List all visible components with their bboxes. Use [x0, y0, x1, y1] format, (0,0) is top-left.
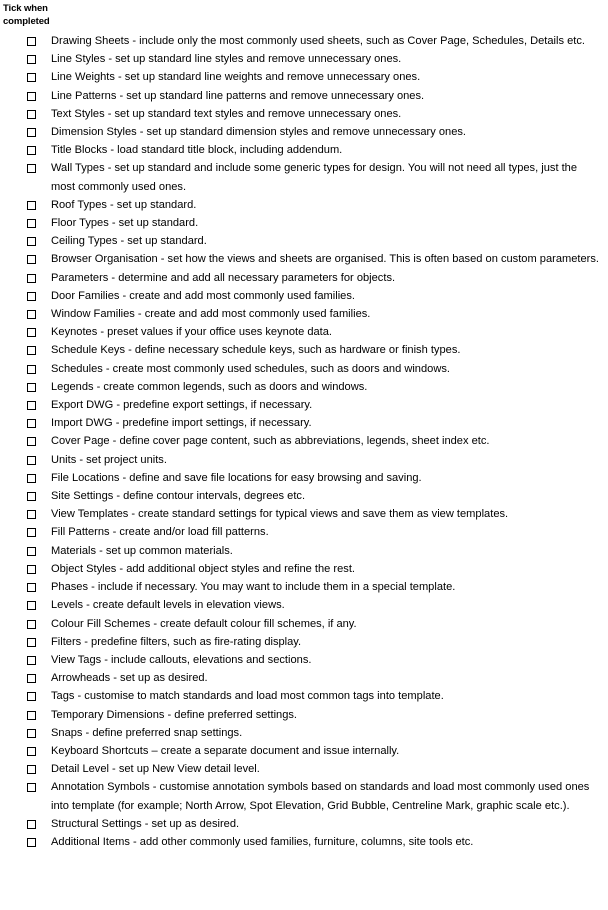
checklist-item	[0, 360, 608, 378]
checklist-item-text: Fill Patterns - create and/or load fill patterns.	[51, 526, 269, 539]
checklist-item	[0, 633, 608, 651]
checklist-item-text: Door Families - create and add most commonly used families.	[51, 289, 355, 302]
checkbox-icon[interactable]	[27, 783, 36, 792]
checklist-item-text: Object Styles - add additional object styles and refine the rest.	[51, 562, 356, 575]
checklist-item-text: Import DWG - predefine import settings, if necessary.	[51, 417, 312, 430]
checkbox-icon[interactable]	[27, 565, 36, 574]
checklist-item	[0, 141, 608, 159]
checklist-item-text: Floor Types - set up standard.	[51, 217, 199, 230]
checklist-item-text: Snaps - define preferred snap settings.	[51, 726, 243, 739]
checklist-item	[0, 760, 608, 778]
checkbox-icon[interactable]	[27, 692, 36, 701]
checklist-item-text: Line Patterns - set up standard line patterns and remove unnecessary ones.	[51, 89, 425, 102]
checklist-item-text: Cover Page - define cover page content, such as abbreviations, legends, sheet index etc.	[51, 435, 490, 448]
checkbox-icon[interactable]	[27, 310, 36, 319]
checklist-item-text: Units - set project units.	[51, 453, 167, 466]
checklist-item	[0, 32, 608, 50]
checklist-item	[0, 578, 608, 596]
checklist	[0, 32, 608, 851]
checklist-item-text: Schedules - create most commonly used schedules, such as doors and windows.	[51, 362, 450, 375]
checklist-item	[0, 341, 608, 359]
checklist-item	[0, 250, 608, 268]
checkbox-icon[interactable]	[27, 73, 36, 82]
checkbox-icon[interactable]	[27, 583, 36, 592]
checklist-item-text: Additional Items - add other commonly used families, furniture, columns, site tools etc.	[51, 835, 474, 848]
checkbox-icon[interactable]	[27, 164, 36, 173]
checkbox-icon[interactable]	[27, 510, 36, 519]
column-header	[3, 2, 50, 28]
checklist-item-text: Title Blocks - load standard title block, including addendum.	[51, 144, 343, 157]
checklist-item	[0, 305, 608, 323]
checkbox-icon[interactable]	[27, 456, 36, 465]
checklist-item	[0, 706, 608, 724]
checklist-item	[0, 778, 608, 814]
checklist-item-text: Detail Level - set up New View detail level.	[51, 763, 260, 776]
checklist-item	[0, 196, 608, 214]
checklist-item-text: Dimension Styles - set up standard dimension styles and remove unnecessary ones.	[51, 126, 466, 139]
checklist-item	[0, 487, 608, 505]
checkbox-icon[interactable]	[27, 328, 36, 337]
checkbox-icon[interactable]	[27, 292, 36, 301]
checklist-item-text: Colour Fill Schemes - create default colour fill schemes, if any.	[51, 617, 357, 630]
checklist-item	[0, 87, 608, 105]
checklist-item-text: View Templates - create standard settings for typical views and save them as view templates.	[51, 508, 509, 521]
checkbox-icon[interactable]	[27, 620, 36, 629]
checklist-item-text: Roof Types - set up standard.	[51, 198, 197, 211]
checklist-item-text: Phases - include if necessary. You may want to include them in a special template.	[51, 581, 456, 594]
checklist-item-text: Export DWG - predefine export settings, if necessary.	[51, 399, 313, 412]
checklist-item	[0, 323, 608, 341]
checkbox-icon[interactable]	[27, 729, 36, 738]
checkbox-icon[interactable]	[27, 274, 36, 283]
checklist-item	[0, 815, 608, 833]
checklist-item	[0, 523, 608, 541]
checklist-item-text: Schedule Keys - define necessary schedule keys, such as hardware or finish types.	[51, 344, 461, 357]
checklist-item	[0, 269, 608, 287]
checklist-item-text: Levels - create default levels in elevation views.	[51, 599, 285, 612]
checklist-item-text: Site Settings - define contour intervals, degrees etc.	[51, 490, 306, 503]
checklist-item-text: Arrowheads - set up as desired.	[51, 672, 208, 685]
checkbox-icon[interactable]	[27, 110, 36, 119]
checklist-item	[0, 378, 608, 396]
checklist-item	[0, 396, 608, 414]
checklist-item-text: Tags - customise to match standards and load most common tags into template.	[51, 690, 444, 703]
checklist-item-text: Wall Types - set up standard and include some generic types for design. You will not need all types, just the most commonly used ones.	[51, 162, 578, 193]
checklist-item	[0, 469, 608, 487]
checklist-item	[0, 615, 608, 633]
checkbox-icon[interactable]	[27, 37, 36, 46]
checkbox-icon[interactable]	[27, 146, 36, 155]
checklist-item	[0, 596, 608, 614]
checklist-item-text: Parameters - determine and add all necessary parameters for objects.	[51, 271, 396, 284]
header-line-1: Tick when	[3, 3, 48, 14]
checklist-item	[0, 432, 608, 450]
checkbox-icon[interactable]	[27, 401, 36, 410]
checkbox-icon[interactable]	[27, 346, 36, 355]
checkbox-icon[interactable]	[27, 838, 36, 847]
checkbox-icon[interactable]	[27, 237, 36, 246]
checklist-item-text: Ceiling Types - set up standard.	[51, 235, 207, 248]
checkbox-icon[interactable]	[27, 365, 36, 374]
checklist-item-text: Materials - set up common materials.	[51, 544, 233, 557]
checklist-item	[0, 560, 608, 578]
checkbox-icon[interactable]	[27, 55, 36, 64]
checkbox-icon[interactable]	[27, 528, 36, 537]
checklist-item	[0, 123, 608, 141]
checkbox-icon[interactable]	[27, 474, 36, 483]
checklist-item	[0, 651, 608, 669]
checkbox-icon[interactable]	[27, 383, 36, 392]
checklist-item-text: Legends - create common legends, such as doors and windows.	[51, 380, 368, 393]
checkbox-icon[interactable]	[27, 820, 36, 829]
checklist-item	[0, 687, 608, 705]
checklist-item-text: Structural Settings - set up as desired.	[51, 817, 240, 830]
header-line-2: completed	[3, 16, 50, 27]
checklist-item-text: Window Families - create and add most commonly used families.	[51, 308, 371, 321]
checkbox-icon[interactable]	[27, 419, 36, 428]
checklist-item	[0, 542, 608, 560]
checklist-item	[0, 105, 608, 123]
checklist-item-text: Drawing Sheets - include only the most commonly used sheets, such as Cover Page, Schedules, Details etc.	[51, 35, 585, 47]
checkbox-icon[interactable]	[27, 547, 36, 556]
checkbox-icon[interactable]	[27, 219, 36, 228]
checkbox-icon[interactable]	[27, 437, 36, 446]
checkbox-icon[interactable]	[27, 656, 36, 665]
checklist-item	[0, 232, 608, 250]
checklist-item-text: Line Styles - set up standard line styles and remove unnecessary ones.	[51, 53, 402, 66]
checklist-item	[0, 214, 608, 232]
checklist-item	[0, 287, 608, 305]
checkbox-icon[interactable]	[27, 255, 36, 264]
checkbox-icon[interactable]	[27, 747, 36, 756]
checklist-item	[0, 505, 608, 523]
checklist-item-text: Browser Organisation - set how the views and sheets are organised. This is often based on custom parameters.	[51, 253, 599, 266]
checklist-item-text: Keynotes - preset values if your office uses keynote data.	[51, 326, 332, 339]
checkbox-icon[interactable]	[27, 765, 36, 774]
checklist-item	[0, 669, 608, 687]
checklist-item-text: Annotation Symbols - customise annotation symbols based on standards and load most commonly used ones into template (for example; North Arrow, Spot Elevation, Grid Bubble, Centreline Mark, graphic scale etc.).	[51, 781, 590, 812]
checklist-item-text: Line Weights - set up standard line weights and remove unnecessary ones.	[51, 71, 421, 84]
checklist-item	[0, 742, 608, 760]
checkbox-icon[interactable]	[27, 601, 36, 610]
checklist-item-text: Temporary Dimensions - define preferred settings.	[51, 708, 298, 721]
checkbox-icon[interactable]	[27, 128, 36, 137]
checklist-item-text: View Tags - include callouts, elevations and sections.	[51, 653, 312, 666]
checklist-item	[0, 414, 608, 432]
checkbox-icon[interactable]	[27, 674, 36, 683]
checkbox-icon[interactable]	[27, 492, 36, 501]
checklist-item	[0, 159, 608, 195]
checklist-item-text: File Locations - define and save file locations for easy browsing and saving.	[51, 471, 422, 484]
checklist-item	[0, 724, 608, 742]
checkbox-icon[interactable]	[27, 711, 36, 720]
checkbox-icon[interactable]	[27, 92, 36, 101]
checklist-item-text: Text Styles - set up standard text styles and remove unnecessary ones.	[51, 107, 402, 120]
checklist-item	[0, 833, 608, 851]
checklist-item	[0, 68, 608, 86]
checkbox-icon[interactable]	[27, 201, 36, 210]
checklist-item	[0, 50, 608, 68]
checklist-item-text: Filters - predefine filters, such as fire-rating display.	[51, 635, 302, 648]
checklist-item	[0, 451, 608, 469]
checkbox-icon[interactable]	[27, 638, 36, 647]
checklist-item-text: Keyboard Shortcuts – create a separate document and issue internally.	[51, 744, 400, 757]
